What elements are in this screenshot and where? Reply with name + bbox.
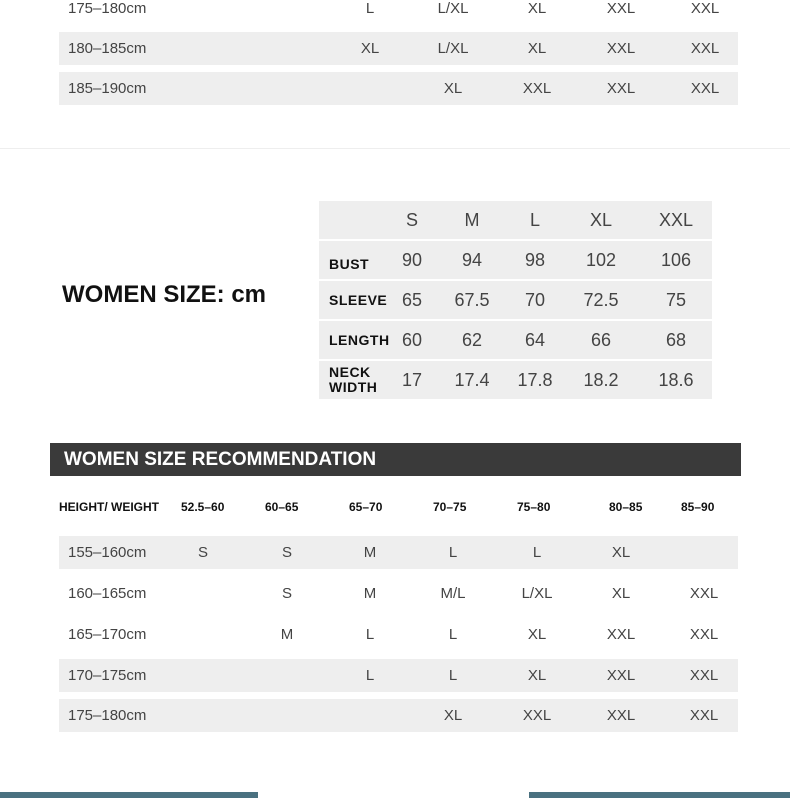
size-cell: S xyxy=(197,544,209,561)
size-cell: XL xyxy=(611,544,631,561)
size-cell: XXL xyxy=(689,707,719,724)
height-cell: 175–180cm xyxy=(68,0,147,17)
size-cell: S xyxy=(281,544,293,561)
size-cell: L/XL xyxy=(437,0,469,17)
table-row xyxy=(59,577,738,610)
size-header-row xyxy=(319,201,712,239)
measure-row-bust xyxy=(319,241,712,279)
weight-header: 75–80 xyxy=(517,500,551,514)
size-cell: L/XL xyxy=(437,40,469,57)
table-row xyxy=(59,32,738,65)
measure-label: LENGTH xyxy=(329,332,390,348)
measure-value: 70 xyxy=(524,290,546,310)
height-cell: 180–185cm xyxy=(68,40,147,57)
size-cell: XXL xyxy=(690,40,720,57)
table-row xyxy=(59,618,738,651)
measure-value: 102 xyxy=(585,250,617,270)
size-header: XXL xyxy=(658,210,694,230)
size-cell: XL xyxy=(611,585,631,602)
measure-row-sleeve xyxy=(319,281,712,319)
size-cell: XL xyxy=(443,80,463,97)
height-cell: 155–160cm xyxy=(68,544,147,561)
weight-header: 52.5–60 xyxy=(181,500,225,514)
size-cell: XXL xyxy=(606,626,636,643)
size-cell: XXL xyxy=(522,707,552,724)
size-cell: XXL xyxy=(689,667,719,684)
weight-header: 65–70 xyxy=(349,500,383,514)
measure-row-length xyxy=(319,321,712,359)
measure-value: 66 xyxy=(590,330,612,350)
size-cell: M xyxy=(363,585,377,602)
accent-bar-right xyxy=(529,792,790,798)
measure-value: 17.8 xyxy=(517,370,553,390)
weight-header: 80–85 xyxy=(609,500,643,514)
women-size-title: WOMEN SIZE: cm xyxy=(62,281,267,308)
size-cell: XXL xyxy=(522,80,552,97)
size-cell: XXL xyxy=(689,626,719,643)
size-header: L xyxy=(529,210,541,230)
size-cell: XXL xyxy=(606,667,636,684)
measure-value: 94 xyxy=(461,250,483,270)
measure-value: 18.6 xyxy=(658,370,694,390)
weight-header: 70–75 xyxy=(433,500,467,514)
height-cell: 170–175cm xyxy=(68,667,147,684)
measure-value: 18.2 xyxy=(583,370,619,390)
measure-value: 98 xyxy=(524,250,546,270)
height-cell: 165–170cm xyxy=(68,626,147,643)
table-row xyxy=(59,536,738,569)
measure-value: 62 xyxy=(461,330,483,350)
size-cell: L xyxy=(448,544,458,561)
size-cell: XL xyxy=(443,707,463,724)
height-cell: 175–180cm xyxy=(68,707,147,724)
height-cell: 160–165cm xyxy=(68,585,147,602)
weight-header: 85–90 xyxy=(681,500,715,514)
recommendation-title: WOMEN SIZE RECOMMENDATION xyxy=(64,449,377,470)
measure-value: 72.5 xyxy=(583,290,619,310)
size-cell: L xyxy=(448,667,458,684)
size-cell: XL xyxy=(527,667,547,684)
size-cell: XXL xyxy=(690,80,720,97)
size-cell: L/XL xyxy=(521,585,553,602)
size-header: M xyxy=(464,210,480,230)
size-cell: L xyxy=(365,0,375,17)
table-row xyxy=(59,659,738,692)
recommendation-banner xyxy=(50,443,741,476)
size-header: XL xyxy=(589,210,613,230)
weight-header: 60–65 xyxy=(265,500,299,514)
size-cell: L xyxy=(365,626,375,643)
measure-value: 17 xyxy=(401,370,423,390)
measure-value: 17.4 xyxy=(454,370,490,390)
measure-value: 60 xyxy=(401,330,423,350)
size-cell: L xyxy=(448,626,458,643)
height-weight-header: HEIGHT/ WEIGHT xyxy=(59,500,159,514)
measure-row-neck-width xyxy=(319,361,712,399)
measure-label: SLEEVE xyxy=(329,292,388,308)
section-divider xyxy=(0,148,790,149)
size-cell: M xyxy=(280,626,294,643)
size-cell: XXL xyxy=(606,0,636,17)
size-cell: XL xyxy=(527,626,547,643)
size-cell: M xyxy=(363,544,377,561)
size-cell: XL xyxy=(360,40,380,57)
table-row xyxy=(59,0,738,25)
size-cell: XL xyxy=(527,40,547,57)
size-cell: XL xyxy=(527,0,547,17)
measure-value: 64 xyxy=(524,330,546,350)
accent-bar-left xyxy=(0,792,258,798)
measure-label: BUST xyxy=(329,256,370,272)
size-cell: M/L xyxy=(440,585,466,602)
size-header: S xyxy=(405,210,419,230)
size-cell: XXL xyxy=(606,40,636,57)
height-cell: 185–190cm xyxy=(68,80,147,97)
table-row xyxy=(59,699,738,732)
size-cell: XXL xyxy=(690,0,720,17)
measure-value: 67.5 xyxy=(454,290,490,310)
measure-value: 90 xyxy=(401,250,423,270)
size-cell: L xyxy=(532,544,542,561)
size-cell: S xyxy=(281,585,293,602)
table-row xyxy=(59,72,738,105)
size-cell: XXL xyxy=(689,585,719,602)
measure-value: 75 xyxy=(665,290,687,310)
measure-value: 106 xyxy=(660,250,692,270)
size-cell: L xyxy=(365,667,375,684)
measure-label: NECK WIDTH xyxy=(329,364,378,395)
size-cell: XXL xyxy=(606,80,636,97)
size-cell: XXL xyxy=(606,707,636,724)
measure-value: 68 xyxy=(665,330,687,350)
measure-value: 65 xyxy=(401,290,423,310)
